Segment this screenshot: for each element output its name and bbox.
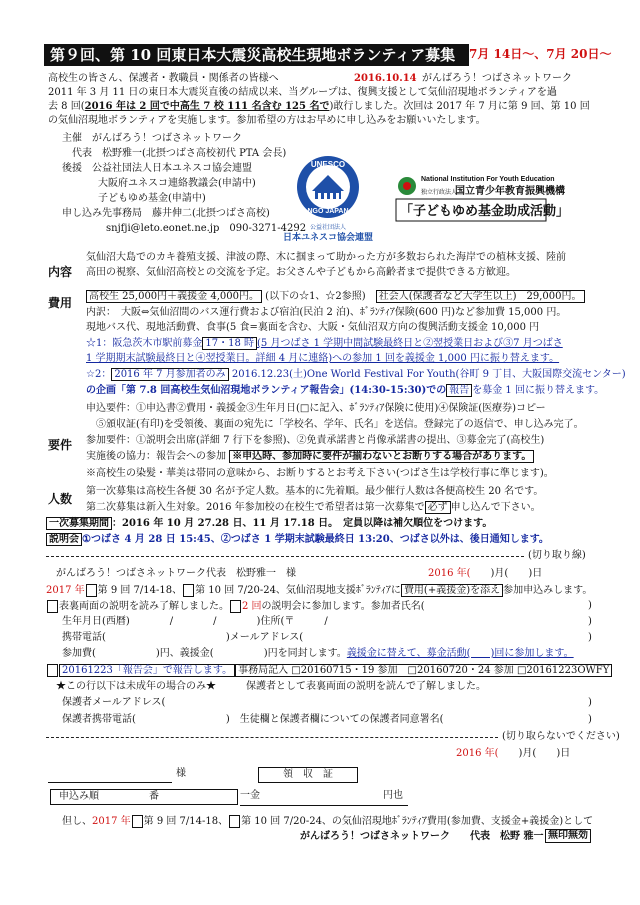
cost-label: 費用 xyxy=(48,296,73,310)
name-close-paren: ) xyxy=(588,600,592,611)
representative: 代表 松野雅一(北摂つばさ高校初代 PTA 会長) xyxy=(72,148,287,159)
deadline-row: 一次募集期間 ：2016 年 10 月 27.28 日、11 月 17.18 日。 定員以降は補欠順位をつけます。 xyxy=(46,518,492,530)
form-date[interactable]: 2016 年( )月( )日 xyxy=(428,568,543,579)
cost-detail-1: 内訳： 大阪⇔気仙沼間のバス運行費および宿泊(民泊 2 泊)、ﾎﾞﾗﾝﾃｨｱ保険(600 円)など参加費 15,000 円。 xyxy=(86,307,567,318)
support-1: 後援 公益社団法人日本ユネスコ協会連盟 xyxy=(62,163,252,174)
cut-line-label: (切り取り線) xyxy=(528,550,586,561)
receipt-amount-prefix: 一金 xyxy=(240,790,260,801)
capacity-line-1: 第一次募集は高校生各便 30 名が予定人数。基本的に先着順。最少催行人数は各便高校生 20 名です。 xyxy=(86,486,544,497)
svg-text:「子どもゆめ基金助成活動」: 「子どもゆめ基金助成活動」 xyxy=(400,204,570,219)
req-line-5: ※高校生の染髪・華美は帯同の意味から、お断りするとお考え下さい(つばさ生は学校行事に準じます)。 xyxy=(86,468,554,479)
svg-text:National Institution For Youth: National Institution For Youth Education xyxy=(421,176,555,183)
receipt-purpose: 但し、2017 年 第 9 回 7/14-18、 第 10 回 7/20-24、の気仙沼現地ﾎﾞﾗﾝﾃｨｱ費用(参加費、支援金+義援金)として xyxy=(62,816,594,827)
intro-line-1: 2011 年 3 月 11 日の東日本大震災直後の結成以来、当グループは、復興支援として気仙沼現地ボランティアを過 xyxy=(48,87,557,98)
receipt-honorific: 様 xyxy=(176,768,186,779)
content-label: 内容 xyxy=(48,265,73,279)
cost-detail-2: 現地バス代、現地活動費、食事(5 食=裏面を含む、大阪・気仙沼双方向の復興活動支援金 10,000 円 xyxy=(86,322,540,333)
form-apply-row: 2017 年 第 9 回 7/14-18、 第 10 回 7/20-24、気仙沼現地支援ﾎﾞﾗﾝﾃｨｱに 費用(+義援金)を添え 参加申込みします。 xyxy=(46,585,593,596)
minor-row: ★この行以下は未成年の場合のみ★ 保護者として表裏両面の説明を読んで了解しました。 xyxy=(56,681,486,692)
support-2: 大阪府ユネスコ連絡教議会(申請中) xyxy=(98,178,256,189)
session-row: 説明会 ①つばさ 4 月 28 日 15:45、②つばさ 1 学期末試験最終日 13:20、つばさ以外は、後日通知します。 xyxy=(46,534,549,546)
req-line-4: 実施後の協力：報告会への参加 ※申込時、参加時に要件が揃わないとお断りする場合があります。 xyxy=(86,451,534,463)
requirements-label: 要件 xyxy=(48,438,73,452)
checkbox-read[interactable] xyxy=(47,600,58,613)
capacity-label: 人数 xyxy=(48,492,73,506)
guardian-email-close: ) xyxy=(588,697,592,708)
receipt-order: 申込み順 番 xyxy=(50,789,238,805)
svg-text:NGO JAPAN: NGO JAPAN xyxy=(307,208,349,215)
title-dates: 7月 14日〜、7月 20日〜 xyxy=(469,47,612,61)
form-phone-email[interactable]: 携帯電話( )メールアドレス( xyxy=(62,632,304,643)
form-birth-address[interactable]: 生年月日(西暦) / / )住所(〒 / xyxy=(62,616,328,627)
checkbox-trip-9[interactable] xyxy=(86,584,97,597)
contact: 申し込み先事務局 藤井伸二(北摂つばさ高校) xyxy=(62,208,270,219)
guardian-email[interactable]: 保護者メールアドレス( xyxy=(62,697,166,708)
content-line-1: 気仙沼大島でのカキ養殖支援、津波の際、木に掴まって助かった方が多数おられた海岸での植林支援、陸前 xyxy=(86,252,566,263)
checkbox-trip-10[interactable] xyxy=(183,584,194,597)
receipt-amount-suffix: 円也 xyxy=(383,790,403,801)
sponsor: 主催 がんばろう！つばさネットワーク xyxy=(62,133,242,144)
receipt-checkbox-9[interactable] xyxy=(132,815,143,828)
intro-line-3: の気仙沼現地ボランティアを実施します。参加希望の方はお早めに申し込みをお願いいたします。 xyxy=(48,115,486,126)
capacity-line-2: 第二次募集は新入生対象。2016 年参加校の在校生で希望者は第一次募集で 必ず 申し込んで下さい。 xyxy=(86,502,541,513)
receipt-name-line xyxy=(48,782,172,783)
support-3: 子どもゆめ基金(申請中) xyxy=(98,193,206,204)
form-read-row: 表裏両面の説明を読み了解しました。 2 回の説明会に参加します。参加者氏名( xyxy=(46,600,425,613)
svg-text:UNESCO: UNESCO xyxy=(310,160,346,169)
cut-line xyxy=(46,556,524,557)
star1-line-2: 1 学期期末試験最終日と④翌授業日。詳細 4 月に連絡)への参加 1 回を義援金 1,000 円に振り替えます。 xyxy=(86,353,560,364)
invalid-without-stamp: 無印無効 xyxy=(545,829,591,843)
form-fee-row[interactable]: 参加費( )円、義援金( )円を同封します。義援金に替えて、募金活動( )回に参加します。 xyxy=(62,648,574,659)
svg-text:日本ユネスコ協会連盟: 日本ユネスコ協会連盟 xyxy=(282,233,374,243)
form-report-row: 20161223「報告会」で報告します。 事務局記入 □20160715・19 参加 □20160720・24 参加 □20161223OWFY xyxy=(46,664,612,677)
svg-text:独立行政法人: 独立行政法人 xyxy=(421,189,458,196)
checkbox-report[interactable] xyxy=(47,664,58,677)
unesco-logo xyxy=(272,153,384,243)
niye-logo xyxy=(395,172,627,224)
receipt-title: 領 収 証 xyxy=(258,767,358,783)
checkbox-session[interactable] xyxy=(230,600,241,613)
intro-line-2: 去 8 回(2016 年は 2 回で中高生 7 校 111 名含む 125 名で)敢行しました。次回は 2017 年 7 月に第 9 回、第 10 回 xyxy=(48,101,590,112)
receipt-org: がんばろう！つばさネットワーク 代表 松野 雅一 xyxy=(300,831,544,842)
star2-line-1: ☆2： 2016 年 7 月参加者のみ 2016.12.23(土)One World Festival For Youth(谷町 9 丁目、大阪国際交流センター) xyxy=(86,369,626,380)
req-line-1: 申込要件：①申込書②費用・義援金③生年月日(□に記入、ﾎﾞﾗﾝﾃｨｱ保険に使用)④保険証(医療券)コピー xyxy=(86,403,546,414)
svg-text:公益社団法人: 公益社団法人 xyxy=(309,224,347,231)
cost-row: 高校生 25,000円＋義援金 4,000円。 (以下の☆1、☆2参照) 社会人(保護者など大学生以上) 29,000円。 xyxy=(86,291,585,303)
star1-line-1: ☆1：阪急茨木市駅前募金 17・18 時 (5 月つばさ 1 学期中間試験最終日と②翌授業日および③7 月つばさ xyxy=(86,338,563,349)
receipt-checkbox-10[interactable] xyxy=(229,815,240,828)
guardian-sign-close: ) xyxy=(588,714,592,725)
address-close-paren: ) xyxy=(588,616,592,627)
org-signature: がんばろう！つばさネットワーク xyxy=(422,73,572,84)
receipt-date[interactable]: 2016 年( )月( )日 xyxy=(456,748,571,759)
cut-line-2 xyxy=(46,737,498,738)
svg-text:国立青少年教育振興機構: 国立青少年教育振興機構 xyxy=(455,186,565,197)
req-line-3: 参加要件：①説明会出席(詳細 7 行下を参照)、②免責承諾書と肖像承諾書の提出、③募金完了(高校生) xyxy=(86,435,545,446)
email-phone: snjfji@leto.eonet.ne.jp 090-3271-4292 xyxy=(106,223,307,234)
issue-date: 2016.10.14 xyxy=(354,73,417,84)
form-addressee: がんばろう！つばさネットワーク代表 松野雅一 様 xyxy=(56,568,296,579)
greeting: 高校生の皆さん、保護者・教職員・関係者の皆様へ xyxy=(48,73,279,84)
req-line-2: ⑤頒収証(有印)を受領後、裏面の宛先に「学校名、学年、氏名」を送信。登録完了の返信で、申し込み完了。 xyxy=(96,419,584,430)
cut-line-2-label: (切り取らないでください) xyxy=(502,731,620,742)
guardian-phone[interactable]: 保護者携帯電話( ) 生徒欄と保護者欄についての保護者同意署名( xyxy=(62,714,444,725)
email-close-paren: ) xyxy=(588,632,592,643)
star2-line-2: の企画「第 7.8 回高校生気仙沼現地ボランティア報告会」(14:30-15:30)での 報告 を募金 1 回に振り替えます。 xyxy=(86,385,605,396)
content-line-2: 高田の視察、気仙沼高校との交流を予定。お父さんや子どもから高齢者まで提供できる方歓迎。 xyxy=(86,267,516,278)
page-title: 第９回、第 10 回東日本大震災高校生現地ボランティア募集 xyxy=(44,44,469,66)
receipt-amount-line xyxy=(240,805,408,806)
